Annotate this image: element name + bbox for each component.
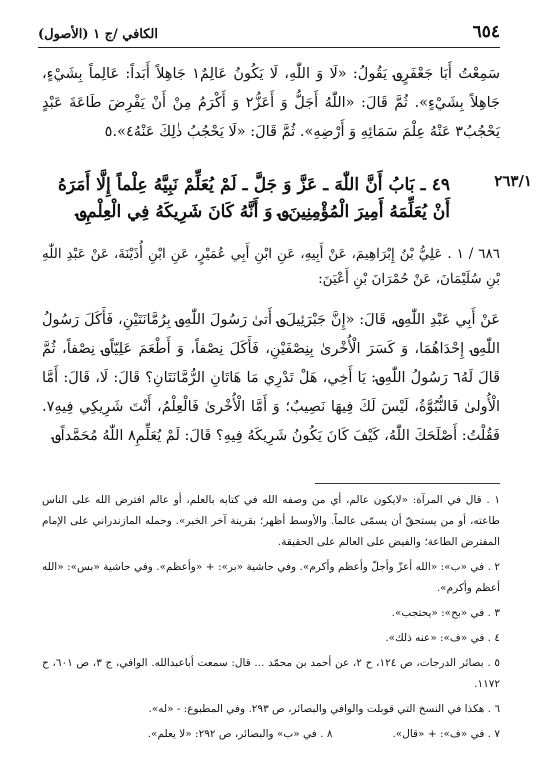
footnote-2: ٢ . في «ب»: «الله أعزّ وأجلّ وأعظم وأكرم». وفي حاشية «بر»: + «وأعظم». وفي حاشية «بس»: «الله أعظم وأكرم». bbox=[42, 561, 500, 594]
header-rule bbox=[38, 47, 500, 48]
footnotes bbox=[42, 490, 500, 745]
margin-reference: ٢٦٣/١ bbox=[494, 172, 532, 190]
running-title: الكافي /ج ١ (الأصول) bbox=[38, 27, 159, 42]
footnote-8: ٨ . في «ب» والبصائر، ص ٢٩٢: «لا يعلم». bbox=[147, 728, 333, 740]
footnote-6: ٦ . هكذا في النسخ التي قوبلت والوافي والبصائر، ص ٢٩٣. وفي المطبوع: - «له». bbox=[148, 703, 500, 715]
footnote-4: ٤ . في «ف»: «عنه ذلك». bbox=[385, 632, 500, 644]
footnote-rule bbox=[315, 483, 500, 484]
chapter-heading: ٤٩ ـ بَابُ أَنَّ اللّٰهَ ـ عَزَّ وَ جَلَّ ـ لَمْ يُعَلِّمْ نَبِيَّهُ عِلْماً إِلَّا أَمَرَهُ أَنْ يُعَلِّمَهُ أَمِيرَ الْمُؤْمِنِينَ؈ وَ أَنَّهُ كَانَ شَرِيكَهُ فِي الْعِلْمِ؈ bbox=[58, 175, 450, 222]
footnote-5: ٥ . بصائر الدرجات، ص ١٢٤، ح ٢، عن أحمد بن محمّد ... قال: سمعت أباعبدالله. الوافي، ج ٣، ص ٦٠١، ح ١١٧٢. bbox=[42, 657, 500, 690]
footnote-1: ١ . قال في المرآة: «لايكون عالم، أي من وصفه الله في كتابه بالعلم، أو عالم افترض الله على الناس طاعته، أو من يستحقّ أن يسمّى عالماً. والأوسط أظهر؛ بقرينة آخر الخبر». وحمله المازندراني على الإمام المفترض الطاعة؛ والفيض على العالم على الحقيقة. bbox=[42, 494, 500, 548]
page-number: ٦٥٤ bbox=[472, 22, 500, 42]
hadith-text: عَنْ أَبِي عَبْدِ اللّٰهِ؈، قَالَ: «إِنَّ جَبْرَئِيلَ؈ أَتىٰ رَسُولَ اللّٰهِ؈ بِرُمَّانَتَيْنِ، فَأَكَلَ رَسُولُ اللّٰهِ؈ إِحْدَاهُمَا، وَ كَسَرَ الْأُخْرىٰ بِنِصْفَيْنِ، فَأَكَلَ نِصْفاً، وَ أَطْعَمَ عَلِيّاً؈ نِصْفاً، ثُمَّ قَالَ لَهُ٦ رَسُولُ اللّٰهِ؈: يَا أَخِي، هَلْ تَدْرِي مَا هَاتَانِ الرُّمَّانَتَانِ؟ قَالَ: لَا، قَالَ: أَمَّا الْأُولىٰ فَالنُّبُوَّةُ، لَيْسَ لَكَ فِيهَا نَصِيبٌ؛ وَ أَمَّا الْأُخْرىٰ فَالْعِلْمُ، أَنْتَ شَرِيكِي فِيهِ٧. فَقُلْتُ: أَصْلَحَكَ اللّٰهُ، كَيْفَ كَانَ يَكُونُ شَرِيكَهُ فِيهِ؟ قَالَ: لَمْ يُعَلِّمِ٨ اللّٰهُ مُحَمَّداً؈ bbox=[42, 312, 501, 444]
page-header bbox=[38, 18, 500, 42]
footnote-7: ٧ . في «ف»: + «قال». bbox=[392, 728, 500, 740]
hadith-text-continued: سَمِعْتُ أَبَا جَعْفَرٍ؈ يَقُولُ: «لَا وَ اللّٰهِ، لَا يَكُونُ عَالِمٌ١ جَاهِلاً أَبَداً: عَالِماً بِشَيْءٍ، جَاهِلاً بِشَيْءٍ». ثُمَّ قَالَ: «اللّٰهُ أَجَلُّ وَ أَعَزُّ٢ وَ أَكْرَمُ مِنْ أَنْ يَفْرِضَ طَاعَةَ عَبْدٍ يَحْجُبُ٣ عَنْهُ عِلْمَ سَمَائِهِ وَ أَرْضِهِ». ثُمَّ قَالَ: «لَا يَحْجُبُ ذٰلِكَ عَنْهُ٤».٥ bbox=[42, 66, 500, 140]
hadith-isnad: ٦٨٦ / ١ . عَلِيُّ بْنُ إِبْرَاهِيمَ، عَنْ أَبِيهِ، عَنِ ابْنِ أَبِي عُمَيْرٍ، عَنِ ابْنِ أُذَيْنَةَ، عَنْ عَبْدِ اللّٰهِ بْنِ سُلَيْمَانَ، عَنْ حُمْرَانَ بْنِ أَعْيَنَ: bbox=[42, 246, 500, 287]
footnote-3: ٣ . في «بح»: «يحتجب». bbox=[391, 607, 500, 619]
footnote-row bbox=[42, 724, 500, 745]
